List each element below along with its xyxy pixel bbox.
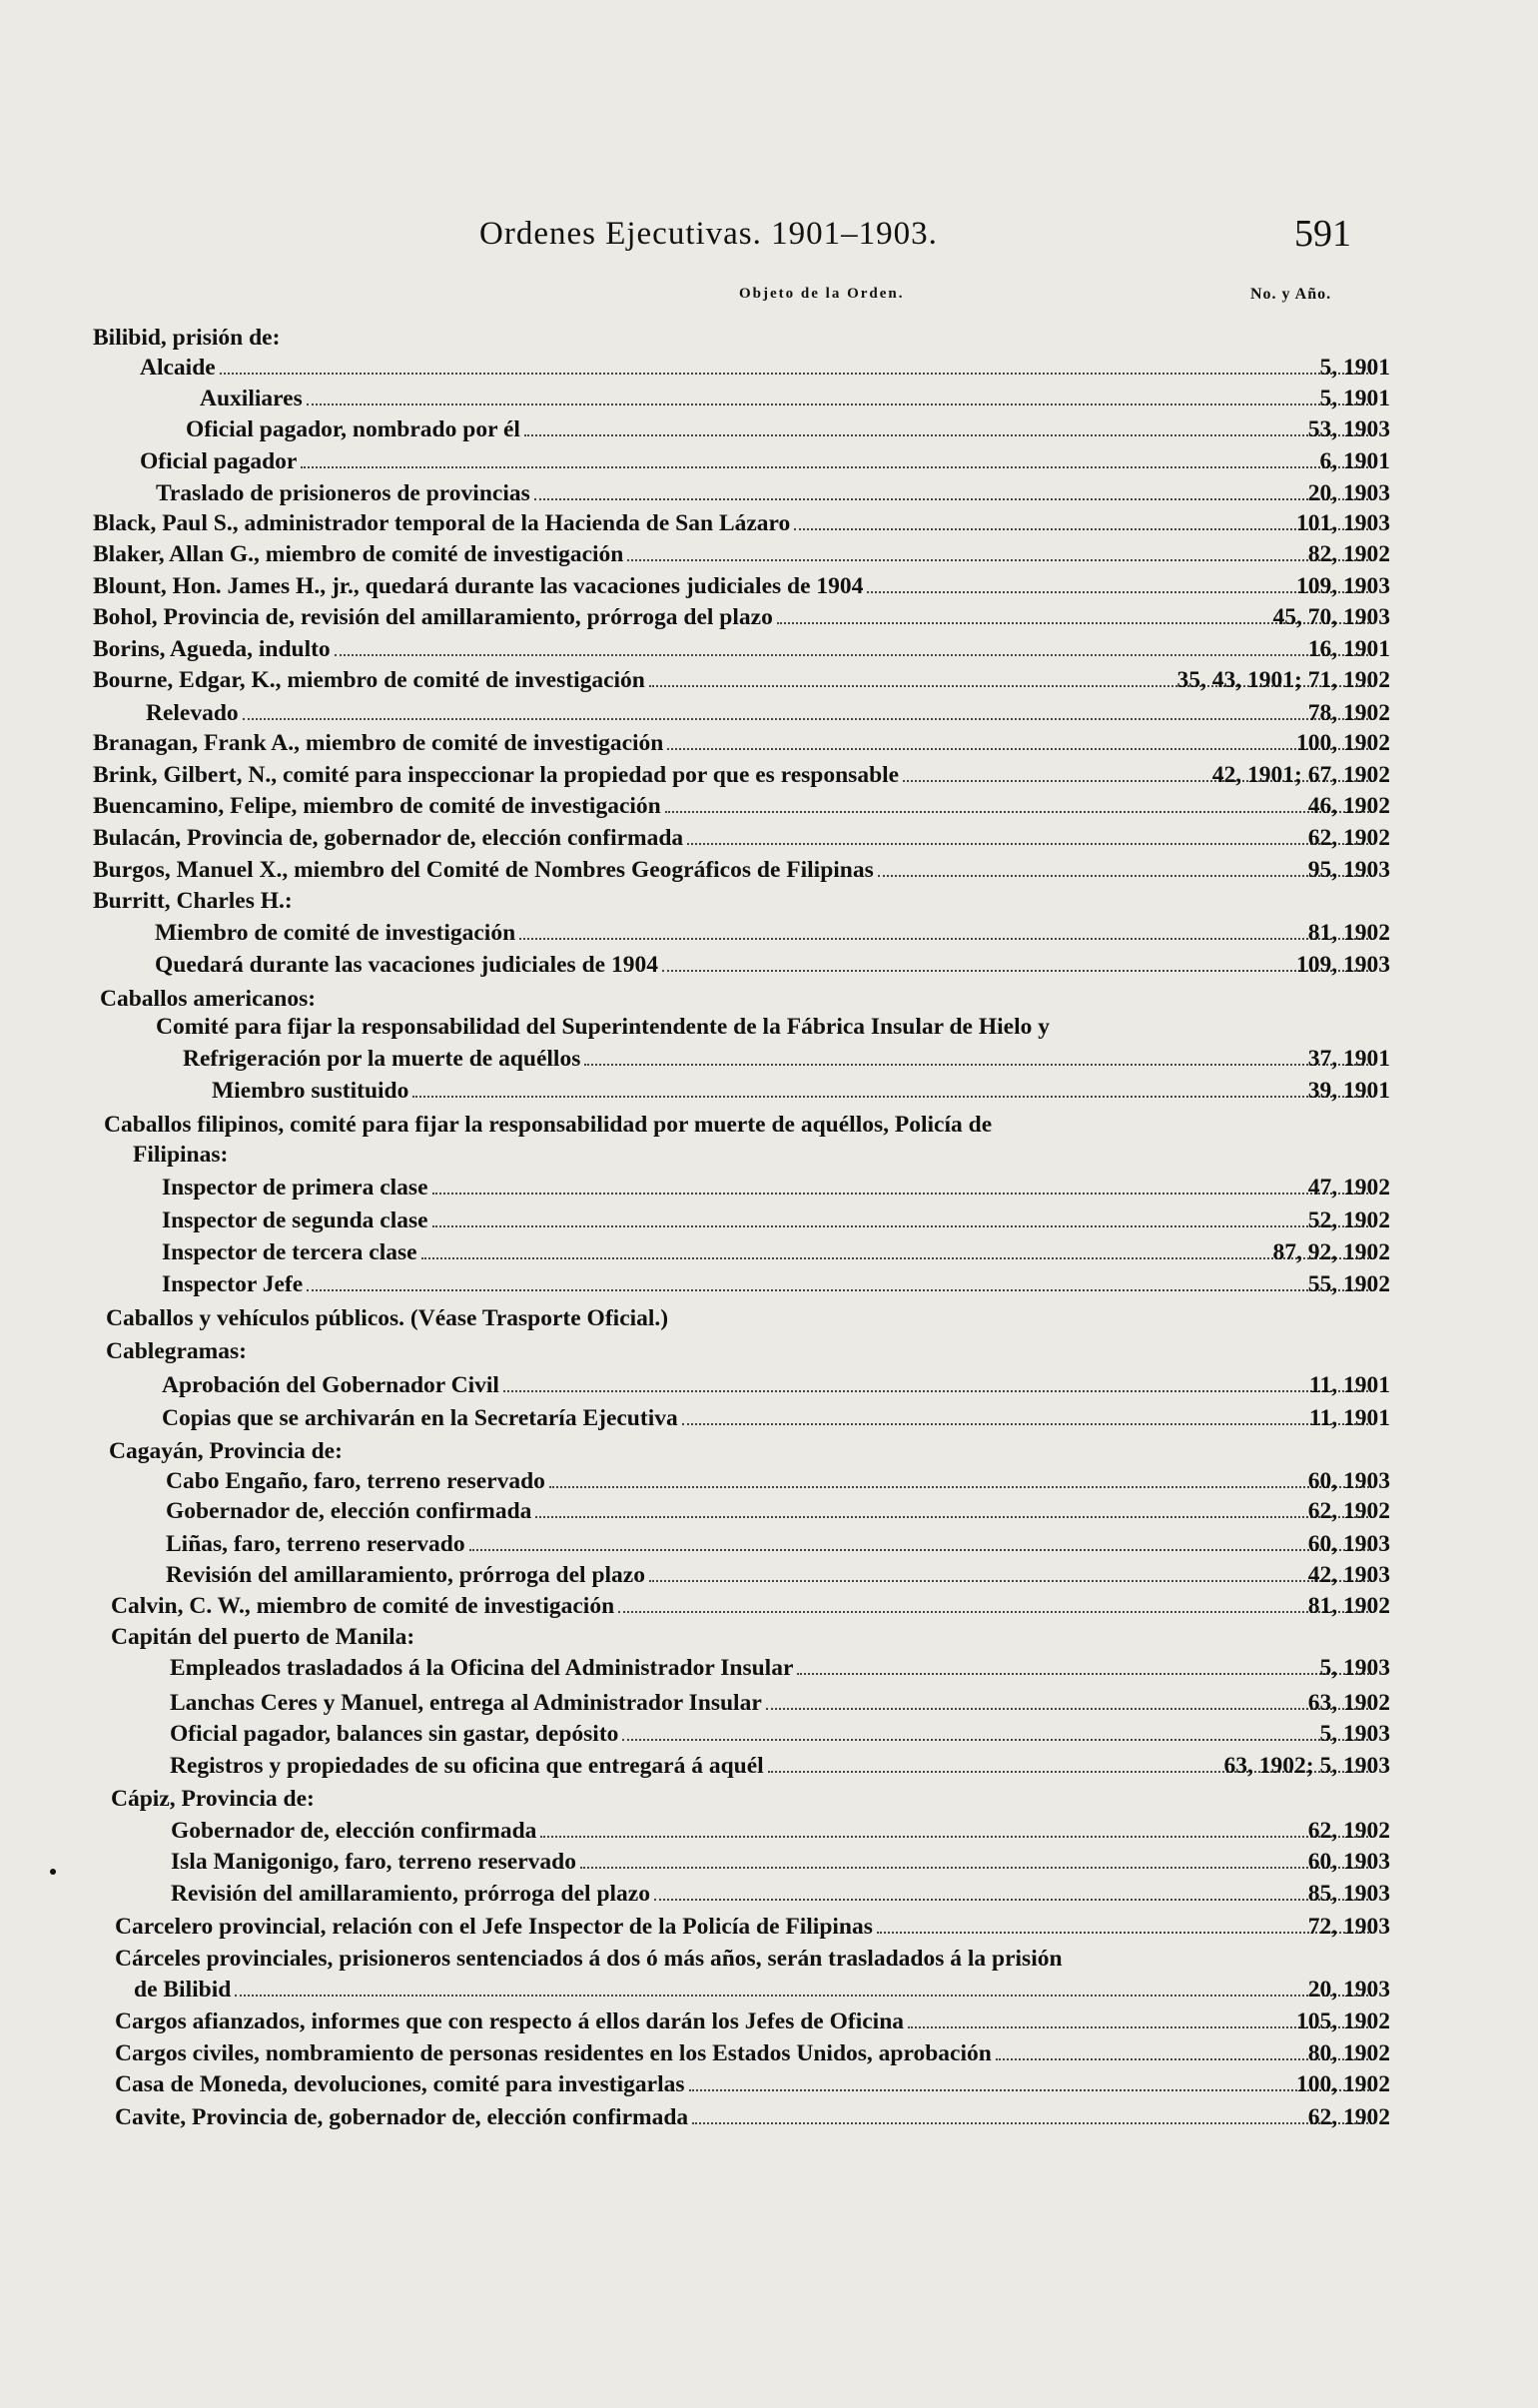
entry-text: Auxiliares [200, 386, 303, 411]
dot-leader [797, 1672, 1372, 1675]
dot-leader [877, 1931, 1372, 1934]
dot-leader [878, 874, 1372, 877]
index-entry [0, 1846, 1538, 1878]
dot-leader [432, 1224, 1372, 1227]
column-header-subject: Objeto de la Orden. [739, 286, 905, 302]
entry-subject [140, 445, 1378, 477]
entry-order-number: 53, 1903 [1307, 416, 1390, 442]
entry-order-number: 100, 1902 [1296, 730, 1390, 756]
entry-order-number: 95, 1903 [1307, 857, 1390, 883]
entry-order-number: 20, 1903 [1307, 480, 1390, 506]
entry-order-number: 63, 1902; 5, 1903 [1223, 1753, 1390, 1779]
entry-order-number: 63, 1902 [1307, 1690, 1390, 1716]
index-entry [0, 1075, 1538, 1107]
entry-text: Gobernador de, elección confirmada [171, 1818, 537, 1844]
entry-text: Aprobación del Gobernador Civil [162, 1372, 499, 1398]
index-entry [0, 507, 1538, 539]
index-entry [0, 885, 1538, 917]
dot-leader [519, 937, 1372, 940]
entry-subject [155, 917, 1378, 949]
dot-leader [689, 2088, 1373, 2091]
entry-subject [93, 854, 1378, 886]
running-title: Ordenes Ejecutivas. 1901–1903. [479, 216, 938, 252]
entry-order-number: 45, 70, 1903 [1272, 604, 1390, 630]
entry-text: Revisión del amillaramiento, prórroga del plazo [171, 1881, 650, 1907]
dot-leader [307, 1288, 1372, 1291]
index-entry [0, 917, 1538, 949]
entry-subject [111, 1590, 1378, 1622]
entry-order-number: 85, 1903 [1307, 1881, 1390, 1907]
entry-subject [166, 1559, 1378, 1591]
index-entry [0, 790, 1538, 822]
entry-subject [93, 790, 1378, 822]
entry-text: Black, Paul S., administrador temporal de la Hacienda de San Lázaro [93, 510, 791, 536]
entry-order-number: 5, 1901 [1319, 386, 1390, 411]
index-entry [0, 1783, 1538, 1815]
index-entry [0, 664, 1538, 696]
dot-leader [432, 1192, 1373, 1195]
entry-text: Comité para fijar la responsabilidad del Superintendente de la Fábrica Insular de Hielo y [156, 1014, 1051, 1040]
entry-text: Isla Manigonigo, faro, terreno reservado [171, 1849, 576, 1875]
entry-text: Calvin, C. W., miembro de comité de investigación [111, 1593, 615, 1619]
index-entry [0, 1974, 1538, 2006]
entry-subject [93, 759, 1378, 791]
entry-text: Oficial pagador, balances sin gastar, depósito [170, 1721, 619, 1747]
entry-order-number: 109, 1903 [1296, 952, 1390, 978]
entry-subject [109, 1435, 343, 1467]
entry-subject [106, 1335, 247, 1367]
dot-leader [469, 1548, 1372, 1551]
dot-leader [243, 717, 1372, 720]
entry-text: Revisión del amillaramiento, prórroga del plazo [166, 1562, 645, 1588]
entry-subject [170, 1687, 1378, 1719]
entry-subject [93, 822, 1378, 854]
entry-text: Cavite, Provincia de, gobernador de, elección confirmada [115, 2104, 689, 2130]
entry-text: Refrigeración por la muerte de aquéllos [183, 1046, 581, 1072]
dot-leader [412, 1095, 1372, 1098]
entry-order-number: 105, 1902 [1296, 2008, 1390, 2034]
entry-subject [93, 727, 1378, 759]
entry-text: Brink, Gilbert, N., comité para inspeccionar la propiedad por que es responsable [93, 762, 900, 788]
entry-order-number: 81, 1902 [1307, 920, 1390, 946]
entry-text: Blaker, Allan G., miembro de comité de investigación [93, 541, 624, 567]
entry-text: Liñas, faro, terreno reservado [166, 1531, 465, 1557]
entry-text: Copias que se archivarán en la Secretaría Ejecutiva [162, 1405, 678, 1431]
entry-text: Caballos filipinos, comité para fijar la responsabilidad por muerte de aquéllos, Policía de [104, 1112, 993, 1138]
entry-order-number: 35, 43, 1901; 71, 1902 [1176, 667, 1390, 693]
index-entry [0, 1268, 1538, 1300]
dot-leader [627, 558, 1372, 561]
index-entry [0, 854, 1538, 886]
entry-subject [156, 477, 1378, 509]
index-entry [0, 1943, 1538, 1975]
entry-subject [156, 1011, 1050, 1043]
dot-leader [665, 810, 1372, 813]
entry-subject [115, 1911, 1378, 1943]
entry-text: de Bilibid [134, 1977, 232, 2003]
entry-order-number: 42, 1903 [1307, 1562, 1390, 1588]
entry-order-number: 37, 1901 [1307, 1046, 1390, 1072]
entry-subject [166, 1465, 1378, 1497]
dot-leader [549, 1485, 1372, 1488]
entry-subject [93, 633, 1378, 665]
entry-text: Bourne, Edgar, K., miembro de comité de investigación [93, 667, 645, 693]
entry-subject [115, 2006, 1378, 2037]
dot-leader [524, 433, 1372, 436]
page-header [0, 212, 1538, 258]
entry-subject [162, 1172, 1378, 1204]
entry-text: Burritt, Charles H.: [93, 888, 293, 914]
entry-subject [133, 1139, 228, 1171]
index-entry [0, 383, 1538, 414]
index-entry [0, 1590, 1538, 1622]
entry-text: Caballos y vehículos públicos. (Véase Trasporte Oficial.) [106, 1305, 669, 1331]
entry-text: Bohol, Provincia de, revisión del amillaramiento, prórroga del plazo [93, 604, 773, 630]
entry-text: Gobernador de, elección confirmada [166, 1498, 532, 1524]
index-entry [0, 1302, 1538, 1334]
entry-subject [171, 1878, 1378, 1910]
dot-leader [649, 1579, 1372, 1582]
index-entry [0, 1621, 1538, 1653]
entry-text: Traslado de prisioneros de provincias [156, 480, 530, 506]
entry-subject [162, 1369, 1378, 1401]
entry-subject [162, 1402, 1378, 1434]
page-number: 591 [1294, 213, 1351, 255]
entry-text: Quedará durante las vacaciones judiciales de 1904 [155, 952, 658, 978]
ink-mark [50, 1869, 56, 1875]
entry-order-number: 62, 1902 [1307, 2104, 1390, 2130]
index-entry [0, 1335, 1538, 1367]
dot-leader [794, 527, 1372, 530]
entry-text: Cagayán, Provincia de: [109, 1438, 343, 1464]
index-entry [0, 1109, 1538, 1141]
entry-order-number: 6, 1901 [1319, 448, 1390, 474]
entry-subject [93, 507, 1378, 539]
entry-order-number: 62, 1902 [1307, 1498, 1390, 1524]
index-entry [0, 2006, 1538, 2037]
index-entry [0, 1236, 1538, 1268]
dot-leader [682, 1422, 1372, 1425]
index-entry [0, 822, 1538, 854]
index-entry [0, 1687, 1538, 1719]
dot-leader [301, 465, 1372, 468]
index-entry [0, 445, 1538, 477]
entry-order-number: 11, 1901 [1309, 1372, 1390, 1398]
entry-order-number: 109, 1903 [1296, 573, 1390, 599]
index-entry [0, 322, 1538, 354]
entry-text: Alcaide [140, 355, 216, 381]
index-entry [0, 727, 1538, 759]
index-entry [0, 2068, 1538, 2100]
entry-subject [115, 2037, 1378, 2069]
entry-text: Cablegramas: [106, 1338, 247, 1364]
entry-text: Cargos afianzados, informes que con respecto á ellos darán los Jefes de Oficina [115, 2008, 905, 2034]
entry-order-number: 60, 1903 [1307, 1468, 1390, 1494]
entry-order-number: 60, 1903 [1307, 1531, 1390, 1557]
entry-text: Caballos americanos: [100, 986, 317, 1012]
entry-subject [140, 352, 1378, 384]
index-entry [0, 759, 1538, 791]
dot-leader [662, 969, 1372, 972]
index-entry [0, 1402, 1538, 1434]
entry-order-number: 78, 1902 [1307, 700, 1390, 726]
entry-text: Burgos, Manuel X., miembro del Comité de Nombres Geográficos de Filipinas [93, 857, 874, 883]
dot-leader [421, 1256, 1372, 1259]
entry-subject [170, 1718, 1378, 1750]
index-entry [0, 1139, 1538, 1171]
entry-text: Blount, Hon. James H., jr., quedará durante las vacaciones judiciales de 1904 [93, 573, 864, 599]
dot-leader [654, 1898, 1372, 1901]
dot-leader [766, 1707, 1372, 1710]
entry-text: Casa de Moneda, devoluciones, comité para investigarlas [115, 2071, 685, 2097]
entry-text: Filipinas: [133, 1142, 229, 1168]
entry-order-number: 11, 1901 [1309, 1405, 1390, 1431]
entry-subject [115, 1943, 1063, 1975]
entry-order-number: 62, 1902 [1307, 1818, 1390, 1844]
entry-text: Cárceles provinciales, prisioneros sentenciados á dos ó más años, serán trasladados á la prisión [115, 1946, 1063, 1972]
dot-leader [503, 1389, 1372, 1392]
entry-order-number: 55, 1902 [1307, 1271, 1390, 1297]
entry-subject [162, 1268, 1378, 1300]
entry-order-number: 5, 1903 [1319, 1721, 1390, 1747]
index-entry [0, 1043, 1538, 1075]
entry-text: Cabo Engaño, faro, terreno reservado [166, 1468, 545, 1494]
entry-order-number: 80, 1902 [1307, 2040, 1390, 2066]
dot-leader [307, 402, 1372, 405]
index-entry [0, 1815, 1538, 1847]
index-entry [0, 570, 1538, 602]
entry-text: Miembro de comité de investigación [155, 920, 516, 946]
index-entry [0, 1750, 1538, 1782]
entry-text: Inspector de segunda clase [162, 1207, 428, 1233]
entry-subject [115, 2068, 1378, 2100]
index-entry [0, 2037, 1538, 2069]
entry-subject [166, 1495, 1378, 1527]
entry-order-number: 100, 1902 [1296, 2071, 1390, 2097]
dot-leader [540, 1835, 1372, 1838]
entry-subject [170, 1750, 1378, 1782]
index-entry [0, 2101, 1538, 2133]
entry-text: Lanchas Ceres y Manuel, entrega al Administrador Insular [170, 1690, 762, 1716]
entry-subject [146, 697, 1378, 729]
index-entry [0, 1528, 1538, 1560]
entry-subject [171, 1846, 1378, 1878]
entry-subject [134, 1974, 1378, 2006]
entry-text: Branagan, Frank A., miembro de comité de investigación [93, 730, 664, 756]
entry-text: Bulacán, Provincia de, gobernador de, elección confirmada [93, 825, 684, 851]
entry-text: Inspector de tercera clase [162, 1239, 417, 1265]
entry-order-number: 72, 1903 [1307, 1914, 1390, 1940]
index-entry [0, 1559, 1538, 1591]
entry-text: Empleados trasladados á la Oficina del Administrador Insular [170, 1655, 794, 1681]
entry-subject [93, 322, 280, 354]
index-entry [0, 1435, 1538, 1467]
index-entry [0, 1011, 1538, 1043]
index-entry [0, 1495, 1538, 1527]
index-entry [0, 477, 1538, 509]
column-headers [0, 286, 1538, 310]
dot-leader [535, 1515, 1372, 1518]
entry-text: Borins, Agueda, indulto [93, 636, 331, 662]
index-entry [0, 1718, 1538, 1750]
dot-leader [335, 653, 1372, 656]
entry-order-number: 46, 1902 [1307, 793, 1390, 819]
entry-subject [93, 538, 1378, 570]
entry-subject [106, 1302, 668, 1334]
index-entry [0, 1204, 1538, 1236]
entry-subject [200, 383, 1378, 414]
entry-subject [93, 570, 1378, 602]
index-entry [0, 352, 1538, 384]
dot-leader [534, 497, 1372, 500]
entry-subject [212, 1075, 1378, 1107]
entry-subject [162, 1204, 1378, 1236]
entry-order-number: 81, 1902 [1307, 1593, 1390, 1619]
dot-leader [692, 2121, 1372, 2124]
entry-text: Miembro sustituido [212, 1078, 409, 1104]
entry-text: Capitán del puerto de Manila: [111, 1624, 415, 1650]
entry-subject [111, 1621, 414, 1653]
entry-order-number: 42, 1901; 67, 1902 [1211, 762, 1390, 788]
entry-subject [186, 413, 1378, 445]
entry-order-number: 62, 1902 [1307, 825, 1390, 851]
entry-text: Buencamino, Felipe, miembro de comité de investigación [93, 793, 661, 819]
entry-order-number: 5, 1903 [1319, 1655, 1390, 1681]
index-entry [0, 1172, 1538, 1204]
entry-text: Relevado [146, 700, 239, 726]
entry-text: Bilibid, prisión de: [93, 325, 281, 351]
entry-order-number: 20, 1903 [1307, 1977, 1390, 2003]
entry-order-number: 82, 1902 [1307, 541, 1390, 567]
entry-text: Carcelero provincial, relación con el Jefe Inspector de la Policía de Filipinas [115, 1914, 873, 1940]
entry-text: Oficial pagador, nombrado por él [186, 416, 520, 442]
index-entry [0, 1911, 1538, 1943]
dot-leader [235, 1994, 1372, 1997]
dot-leader [667, 747, 1372, 750]
index-entry [0, 413, 1538, 445]
index-entry [0, 1465, 1538, 1497]
entry-text: Registros y propiedades de su oficina que entregará á aquél [170, 1753, 764, 1779]
entry-order-number: 87, 92, 1902 [1272, 1239, 1390, 1265]
index-entry [0, 1878, 1538, 1910]
dot-leader [687, 842, 1372, 845]
dot-leader [622, 1738, 1372, 1741]
index-entry [0, 949, 1538, 981]
index-entry [0, 697, 1538, 729]
entry-order-number: 47, 1902 [1307, 1175, 1390, 1201]
entry-text: Cargos civiles, nombramiento de personas residentes en los Estados Unidos, aprobación [115, 2040, 992, 2066]
index-entry [0, 1369, 1538, 1401]
entry-subject [104, 1109, 992, 1141]
entry-subject [155, 949, 1378, 981]
entry-order-number: 5, 1901 [1319, 355, 1390, 381]
entry-order-number: 39, 1901 [1307, 1078, 1390, 1104]
entry-subject [166, 1528, 1378, 1560]
entry-subject [115, 2101, 1378, 2133]
entry-text: Cápiz, Provincia de: [111, 1786, 315, 1812]
dot-leader [584, 1063, 1372, 1066]
entry-subject [111, 1783, 315, 1815]
entry-text: Inspector Jefe [162, 1271, 304, 1297]
entry-order-number: 101, 1903 [1296, 510, 1390, 536]
entry-text: Inspector de primera clase [162, 1175, 428, 1201]
entry-subject [171, 1815, 1378, 1847]
index-entry [0, 601, 1538, 633]
entry-subject [162, 1236, 1378, 1268]
entry-subject [93, 885, 293, 917]
dot-leader [580, 1866, 1372, 1869]
entry-text: Oficial pagador [140, 448, 298, 474]
index-entry [0, 538, 1538, 570]
entry-order-number: 60, 1903 [1307, 1849, 1390, 1875]
dot-leader [618, 1610, 1372, 1613]
dot-leader [220, 372, 1372, 375]
entry-order-number: 52, 1902 [1307, 1207, 1390, 1233]
index-entry [0, 633, 1538, 665]
entry-subject [93, 601, 1378, 633]
entry-subject [183, 1043, 1378, 1075]
entry-subject [170, 1652, 1378, 1684]
index-entry [0, 1652, 1538, 1684]
column-header-year: No. y Año. [1250, 286, 1332, 303]
entry-order-number: 16, 1901 [1307, 636, 1390, 662]
